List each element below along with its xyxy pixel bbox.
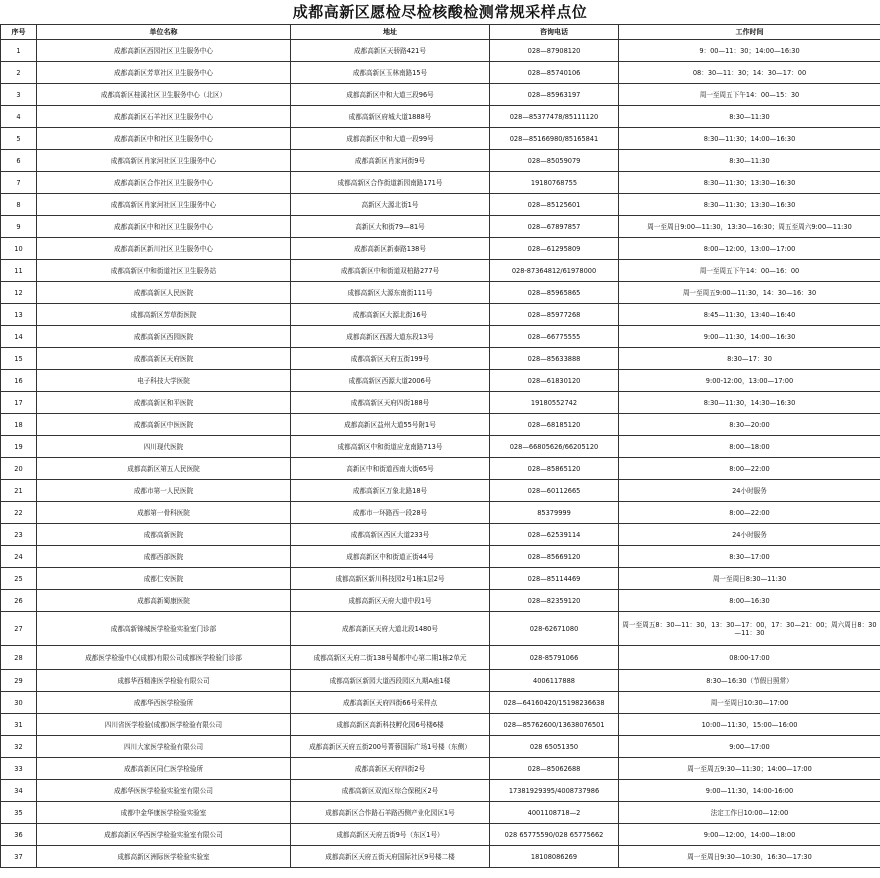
table-row	[1, 238, 880, 260]
cell-phone: 17381929395/4008737986	[490, 780, 619, 802]
page-title: 成都高新区愿检尽检核酸检测常规采样点位	[292, 3, 588, 21]
cell-phone: 028—85669120	[490, 546, 619, 568]
cell-phone: 028—67897857	[490, 216, 619, 238]
cell-address: 成都高新区双流区综合保税区2号	[291, 780, 490, 802]
cell-address: 成都高新区天府四街2号	[291, 758, 490, 780]
header-hours: 工作时间	[619, 25, 880, 40]
cell-name: 成都高新区合作社区卫生服务中心	[37, 172, 291, 194]
cell-hours: 24小时服务	[619, 480, 880, 502]
cell-hours: 08：30—11：30；14：30—17：00	[619, 62, 880, 84]
cell-name: 成都华西精准医学检验有限公司	[37, 670, 291, 692]
cell-hours: 8:30—11:30，14:30—16:30	[619, 392, 880, 414]
cell-no: 19	[1, 436, 37, 458]
table-row	[1, 524, 880, 546]
cell-no: 27	[1, 612, 37, 646]
cell-address: 高新区中和街道西南大街65号	[291, 458, 490, 480]
cell-no: 18	[1, 414, 37, 436]
cell-no: 2	[1, 62, 37, 84]
cell-address: 成都高新区大源北街16号	[291, 304, 490, 326]
cell-phone: 028—85740106	[490, 62, 619, 84]
cell-phone: 028—61295809	[490, 238, 619, 260]
cell-phone: 028—85977268	[490, 304, 619, 326]
cell-phone: 19180552742	[490, 392, 619, 414]
cell-no: 8	[1, 194, 37, 216]
cell-address: 成都高新区府城大道1888号	[291, 106, 490, 128]
table-row	[1, 260, 880, 282]
cell-no: 21	[1, 480, 37, 502]
cell-address: 成都高新区中和街道双柏路277号	[291, 260, 490, 282]
cell-name: 成都高新区石羊社区卫生服务中心	[37, 106, 291, 128]
cell-phone: 028—85633888	[490, 348, 619, 370]
cell-hours: 8:30—11:30	[619, 106, 880, 128]
cell-phone: 028—85963197	[490, 84, 619, 106]
cell-phone: 028-62671080	[490, 612, 619, 646]
cell-address: 成都高新区大源东南街111号	[291, 282, 490, 304]
cell-hours: 周一至周五9:00—11:30，14：30—16：30	[619, 282, 880, 304]
cell-address: 成都高新区天府五街200号菁蓉国际广场1号楼（东侧）	[291, 736, 490, 758]
cell-name: 成都高新区芳草街医院	[37, 304, 291, 326]
cell-address: 成都高新区高新科技孵化园6号楼6楼	[291, 714, 490, 736]
table-row	[1, 370, 880, 392]
cell-hours: 8:00—22:00	[619, 458, 880, 480]
cell-no: 14	[1, 326, 37, 348]
cell-name: 成都西部医院	[37, 546, 291, 568]
cell-hours: 周一至周日10:30—17:00	[619, 692, 880, 714]
cell-no: 16	[1, 370, 37, 392]
cell-hours: 周一至周日8:30—11:30	[619, 568, 880, 590]
cell-phone: 19180768755	[490, 172, 619, 194]
table-row	[1, 62, 880, 84]
table-row	[1, 194, 880, 216]
cell-name: 成都高新区第五人民医院	[37, 458, 291, 480]
cell-address: 成都高新区新川科技园2号1栋1层2号	[291, 568, 490, 590]
cell-no: 10	[1, 238, 37, 260]
cell-name: 成都市第一人民医院	[37, 480, 291, 502]
cell-no: 12	[1, 282, 37, 304]
table-header-row	[1, 25, 880, 40]
cell-address: 成都高新区玉林南路15号	[291, 62, 490, 84]
cell-hours: 8:30—11:30；13:30—16:30	[619, 172, 880, 194]
table-row	[1, 568, 880, 590]
cell-address: 成都高新区合作街道新园南路171号	[291, 172, 490, 194]
cell-hours: 8:00—12:00，13:00—17:00	[619, 238, 880, 260]
cell-no: 36	[1, 824, 37, 846]
cell-no: 24	[1, 546, 37, 568]
cell-address: 成都高新区天府五街9号（东区1号）	[291, 824, 490, 846]
cell-hours: 24小时服务	[619, 524, 880, 546]
cell-phone: 028—85114469	[490, 568, 619, 590]
cell-phone: 4001108718—2	[490, 802, 619, 824]
cell-hours: 法定工作日10:00—12:00	[619, 802, 880, 824]
cell-phone: 18108086269	[490, 846, 619, 868]
table-row	[1, 480, 880, 502]
cell-no: 17	[1, 392, 37, 414]
cell-address: 成都市一环路西一段28号	[291, 502, 490, 524]
cell-name: 四川大家医学检验有限公司	[37, 736, 291, 758]
sampling-sites-table	[0, 24, 880, 868]
header-no: 序号	[1, 25, 37, 40]
cell-phone: 028 65051350	[490, 736, 619, 758]
cell-hours: 周一至周五9:30—11:30；14:00—17:00	[619, 758, 880, 780]
cell-phone: 028—85125601	[490, 194, 619, 216]
cell-hours: 8:30—11:30；13:30—16:30	[619, 194, 880, 216]
cell-hours: 周一至周日9:30—10:30，16:30—17:30	[619, 846, 880, 868]
cell-address: 成都高新区西区大道233号	[291, 524, 490, 546]
table-row	[1, 106, 880, 128]
cell-name: 四川省医学检验(成都)医学检验有限公司	[37, 714, 291, 736]
cell-phone: 028—60112665	[490, 480, 619, 502]
cell-name: 成都高新区同仁医学检验所	[37, 758, 291, 780]
cell-address: 高新区大源北街1号	[291, 194, 490, 216]
cell-name: 成都高新区芳草社区卫生服务中心	[37, 62, 291, 84]
cell-hours: 9:00—11:30，14:00—16:30	[619, 326, 880, 348]
cell-phone: 028—66805626/66205120	[490, 436, 619, 458]
cell-hours: 8:45—11:30，13:40—16:40	[619, 304, 880, 326]
cell-no: 35	[1, 802, 37, 824]
cell-name: 四川现代医院	[37, 436, 291, 458]
cell-hours: 8:30—11:30；14:00—16:30	[619, 128, 880, 150]
table-row	[1, 612, 880, 646]
cell-no: 1	[1, 40, 37, 62]
cell-hours: 周一至周五下午14：00—16：00	[619, 260, 880, 282]
table-row	[1, 802, 880, 824]
cell-hours: 08:00-17:00	[619, 646, 880, 670]
cell-name: 成都高新区西园社区卫生服务中心	[37, 40, 291, 62]
cell-no: 4	[1, 106, 37, 128]
cell-no: 28	[1, 646, 37, 670]
cell-name: 成都高新锦城医学检验实验室门诊部	[37, 612, 291, 646]
table-row	[1, 758, 880, 780]
header-address: 地址	[291, 25, 490, 40]
cell-phone: 028—85377478/85111120	[490, 106, 619, 128]
table-row	[1, 670, 880, 692]
cell-name: 成都华医医学检验实验室有限公司	[37, 780, 291, 802]
cell-name: 成都高新区中和街道社区卫生服务站	[37, 260, 291, 282]
table-row	[1, 502, 880, 524]
table-row	[1, 546, 880, 568]
cell-phone: 028—85166980/85165841	[490, 128, 619, 150]
table-row	[1, 326, 880, 348]
cell-name: 成都医学检验中心(成都)有限公司成都医学检验门诊部	[37, 646, 291, 670]
cell-address: 成都高新区天府大道北段1480号	[291, 612, 490, 646]
cell-hours: 9:00—11:30，14:00-16:00	[619, 780, 880, 802]
cell-phone: 028-85791066	[490, 646, 619, 670]
cell-address: 成都高新区天府大道中段1号	[291, 590, 490, 612]
cell-phone: 028—68185120	[490, 414, 619, 436]
cell-no: 6	[1, 150, 37, 172]
cell-hours: 10:00—11:30，15:00—16:00	[619, 714, 880, 736]
cell-phone: 028—61830120	[490, 370, 619, 392]
cell-name: 成都高新区洲际医学检验实验室	[37, 846, 291, 868]
cell-no: 7	[1, 172, 37, 194]
cell-address: 成都高新区新园大道西段园区九期A座1楼	[291, 670, 490, 692]
cell-no: 30	[1, 692, 37, 714]
cell-no: 31	[1, 714, 37, 736]
cell-hours: 8:30—17:00	[619, 546, 880, 568]
cell-hours: 9：00—11：30；14:00—16:30	[619, 40, 880, 62]
table-row	[1, 780, 880, 802]
cell-hours: 周一至周五8：30—11：30，13：30—17：00，17：30—21：00；周六周日8：30—11：30	[619, 612, 880, 646]
cell-phone: 85379999	[490, 502, 619, 524]
cell-name: 成都高新区和平医院	[37, 392, 291, 414]
cell-no: 23	[1, 524, 37, 546]
cell-address: 成都高新区中和大道一段99号	[291, 128, 490, 150]
cell-phone: 028—85059079	[490, 150, 619, 172]
cell-phone: 028—85865120	[490, 458, 619, 480]
cell-phone: 028 65775590/028 65775662	[490, 824, 619, 846]
cell-name: 成都高新区肖家河社区卫生服务中心	[37, 150, 291, 172]
cell-address: 成都高新区中和街道应龙南路713号	[291, 436, 490, 458]
cell-hours: 周一至周日9:00—11:30，13:30—16:30；周五至周六9:00—11:30	[619, 216, 880, 238]
table-row	[1, 436, 880, 458]
cell-name: 电子科技大学医院	[37, 370, 291, 392]
table-row	[1, 846, 880, 868]
cell-phone: 028—85062688	[490, 758, 619, 780]
header-name: 单位名称	[37, 25, 291, 40]
cell-address: 成都高新区天府五街199号	[291, 348, 490, 370]
cell-phone: 028—66775555	[490, 326, 619, 348]
cell-name: 成都高新区新川社区卫生服务中心	[37, 238, 291, 260]
cell-no: 5	[1, 128, 37, 150]
cell-address: 成都高新区天府五街天府国际社区9号楼二楼	[291, 846, 490, 868]
cell-phone: 4006117888	[490, 670, 619, 692]
cell-address: 高新区大和街79—81号	[291, 216, 490, 238]
cell-address: 成都高新区肖家河街9号	[291, 150, 490, 172]
cell-no: 33	[1, 758, 37, 780]
cell-hours: 8:00—16:30	[619, 590, 880, 612]
cell-name: 成都仁安医院	[37, 568, 291, 590]
cell-no: 9	[1, 216, 37, 238]
table-row	[1, 646, 880, 670]
cell-address: 成都高新区合作路石羊路西侧产业化园区1号	[291, 802, 490, 824]
cell-address: 成都高新区西源大道2006号	[291, 370, 490, 392]
cell-name: 成都高新医院	[37, 524, 291, 546]
cell-no: 29	[1, 670, 37, 692]
table-row	[1, 150, 880, 172]
cell-address: 成都高新区天府四街188号	[291, 392, 490, 414]
cell-name: 成都第一骨科医院	[37, 502, 291, 524]
cell-hours: 8:30—17：30	[619, 348, 880, 370]
cell-address: 成都高新区中和街道正街44号	[291, 546, 490, 568]
table-row	[1, 824, 880, 846]
cell-phone: 028—85762600/13638076501	[490, 714, 619, 736]
cell-name: 成都高新区人民医院	[37, 282, 291, 304]
cell-hours: 8:30—11:30	[619, 150, 880, 172]
cell-phone: 028—62539114	[490, 524, 619, 546]
cell-no: 22	[1, 502, 37, 524]
header-phone: 咨询电话	[490, 25, 619, 40]
cell-hours: 8:30—20:00	[619, 414, 880, 436]
table-row	[1, 172, 880, 194]
table-row	[1, 714, 880, 736]
cell-hours: 周一至周五下午14：00—15：30	[619, 84, 880, 106]
cell-phone: 028—82359120	[490, 590, 619, 612]
table-row	[1, 414, 880, 436]
table-row	[1, 692, 880, 714]
cell-name: 成都高新区西园医院	[37, 326, 291, 348]
cell-phone: 028—87908120	[490, 40, 619, 62]
cell-address: 成都高新区新泰路138号	[291, 238, 490, 260]
cell-phone: 028—85965865	[490, 282, 619, 304]
cell-name: 成都高新区中和社区卫生服务中心	[37, 128, 291, 150]
table-row	[1, 40, 880, 62]
cell-phone: 028—64160420/15198236638	[490, 692, 619, 714]
cell-hours: 9:00—17:00	[619, 736, 880, 758]
table-row	[1, 736, 880, 758]
cell-hours: 8:00—18:00	[619, 436, 880, 458]
cell-hours: 9:00-12:00，13:00—17:00	[619, 370, 880, 392]
cell-no: 11	[1, 260, 37, 282]
table-row	[1, 128, 880, 150]
cell-name: 成都华西医学检验所	[37, 692, 291, 714]
cell-name: 成都高新区中医医院	[37, 414, 291, 436]
cell-hours: 8:00—22:00	[619, 502, 880, 524]
cell-phone: 028-87364812/61978000	[490, 260, 619, 282]
cell-address: 成都高新区天骄路421号	[291, 40, 490, 62]
table-row	[1, 304, 880, 326]
table-row	[1, 348, 880, 370]
cell-no: 32	[1, 736, 37, 758]
cell-hours: 8:30—16:30（节假日照常）	[619, 670, 880, 692]
table-body	[1, 40, 880, 868]
cell-name: 成都高新区桂溪社区卫生服务中心（北区）	[37, 84, 291, 106]
cell-no: 34	[1, 780, 37, 802]
cell-no: 26	[1, 590, 37, 612]
cell-address: 成都高新区西源大道东段13号	[291, 326, 490, 348]
cell-name: 成都高新区肖家河社区卫生服务中心	[37, 194, 291, 216]
cell-address: 成都高新区天府二街138号蜀都中心第二期1栋2单元	[291, 646, 490, 670]
cell-no: 15	[1, 348, 37, 370]
cell-hours: 9:00—12:00，14:00—18:00	[619, 824, 880, 846]
table-row	[1, 282, 880, 304]
table-row	[1, 392, 880, 414]
cell-address: 成都高新区万象北路18号	[291, 480, 490, 502]
cell-no: 37	[1, 846, 37, 868]
cell-no: 25	[1, 568, 37, 590]
table-row	[1, 590, 880, 612]
cell-no: 3	[1, 84, 37, 106]
cell-address: 成都高新区中和大道三段96号	[291, 84, 490, 106]
cell-address: 成都高新区天府四街66号采样点	[291, 692, 490, 714]
cell-no: 20	[1, 458, 37, 480]
cell-name: 成都中金华康医学检验实验室	[37, 802, 291, 824]
cell-address: 成都高新区益州大道55号附1号	[291, 414, 490, 436]
table-row	[1, 216, 880, 238]
cell-name: 成都高新蜀康医院	[37, 590, 291, 612]
cell-no: 13	[1, 304, 37, 326]
table-row	[1, 84, 880, 106]
cell-name: 成都高新区天府医院	[37, 348, 291, 370]
table-row	[1, 458, 880, 480]
cell-name: 成都高新区中和社区卫生服务中心	[37, 216, 291, 238]
cell-name: 成都高新区华西医学检验实验室有限公司	[37, 824, 291, 846]
